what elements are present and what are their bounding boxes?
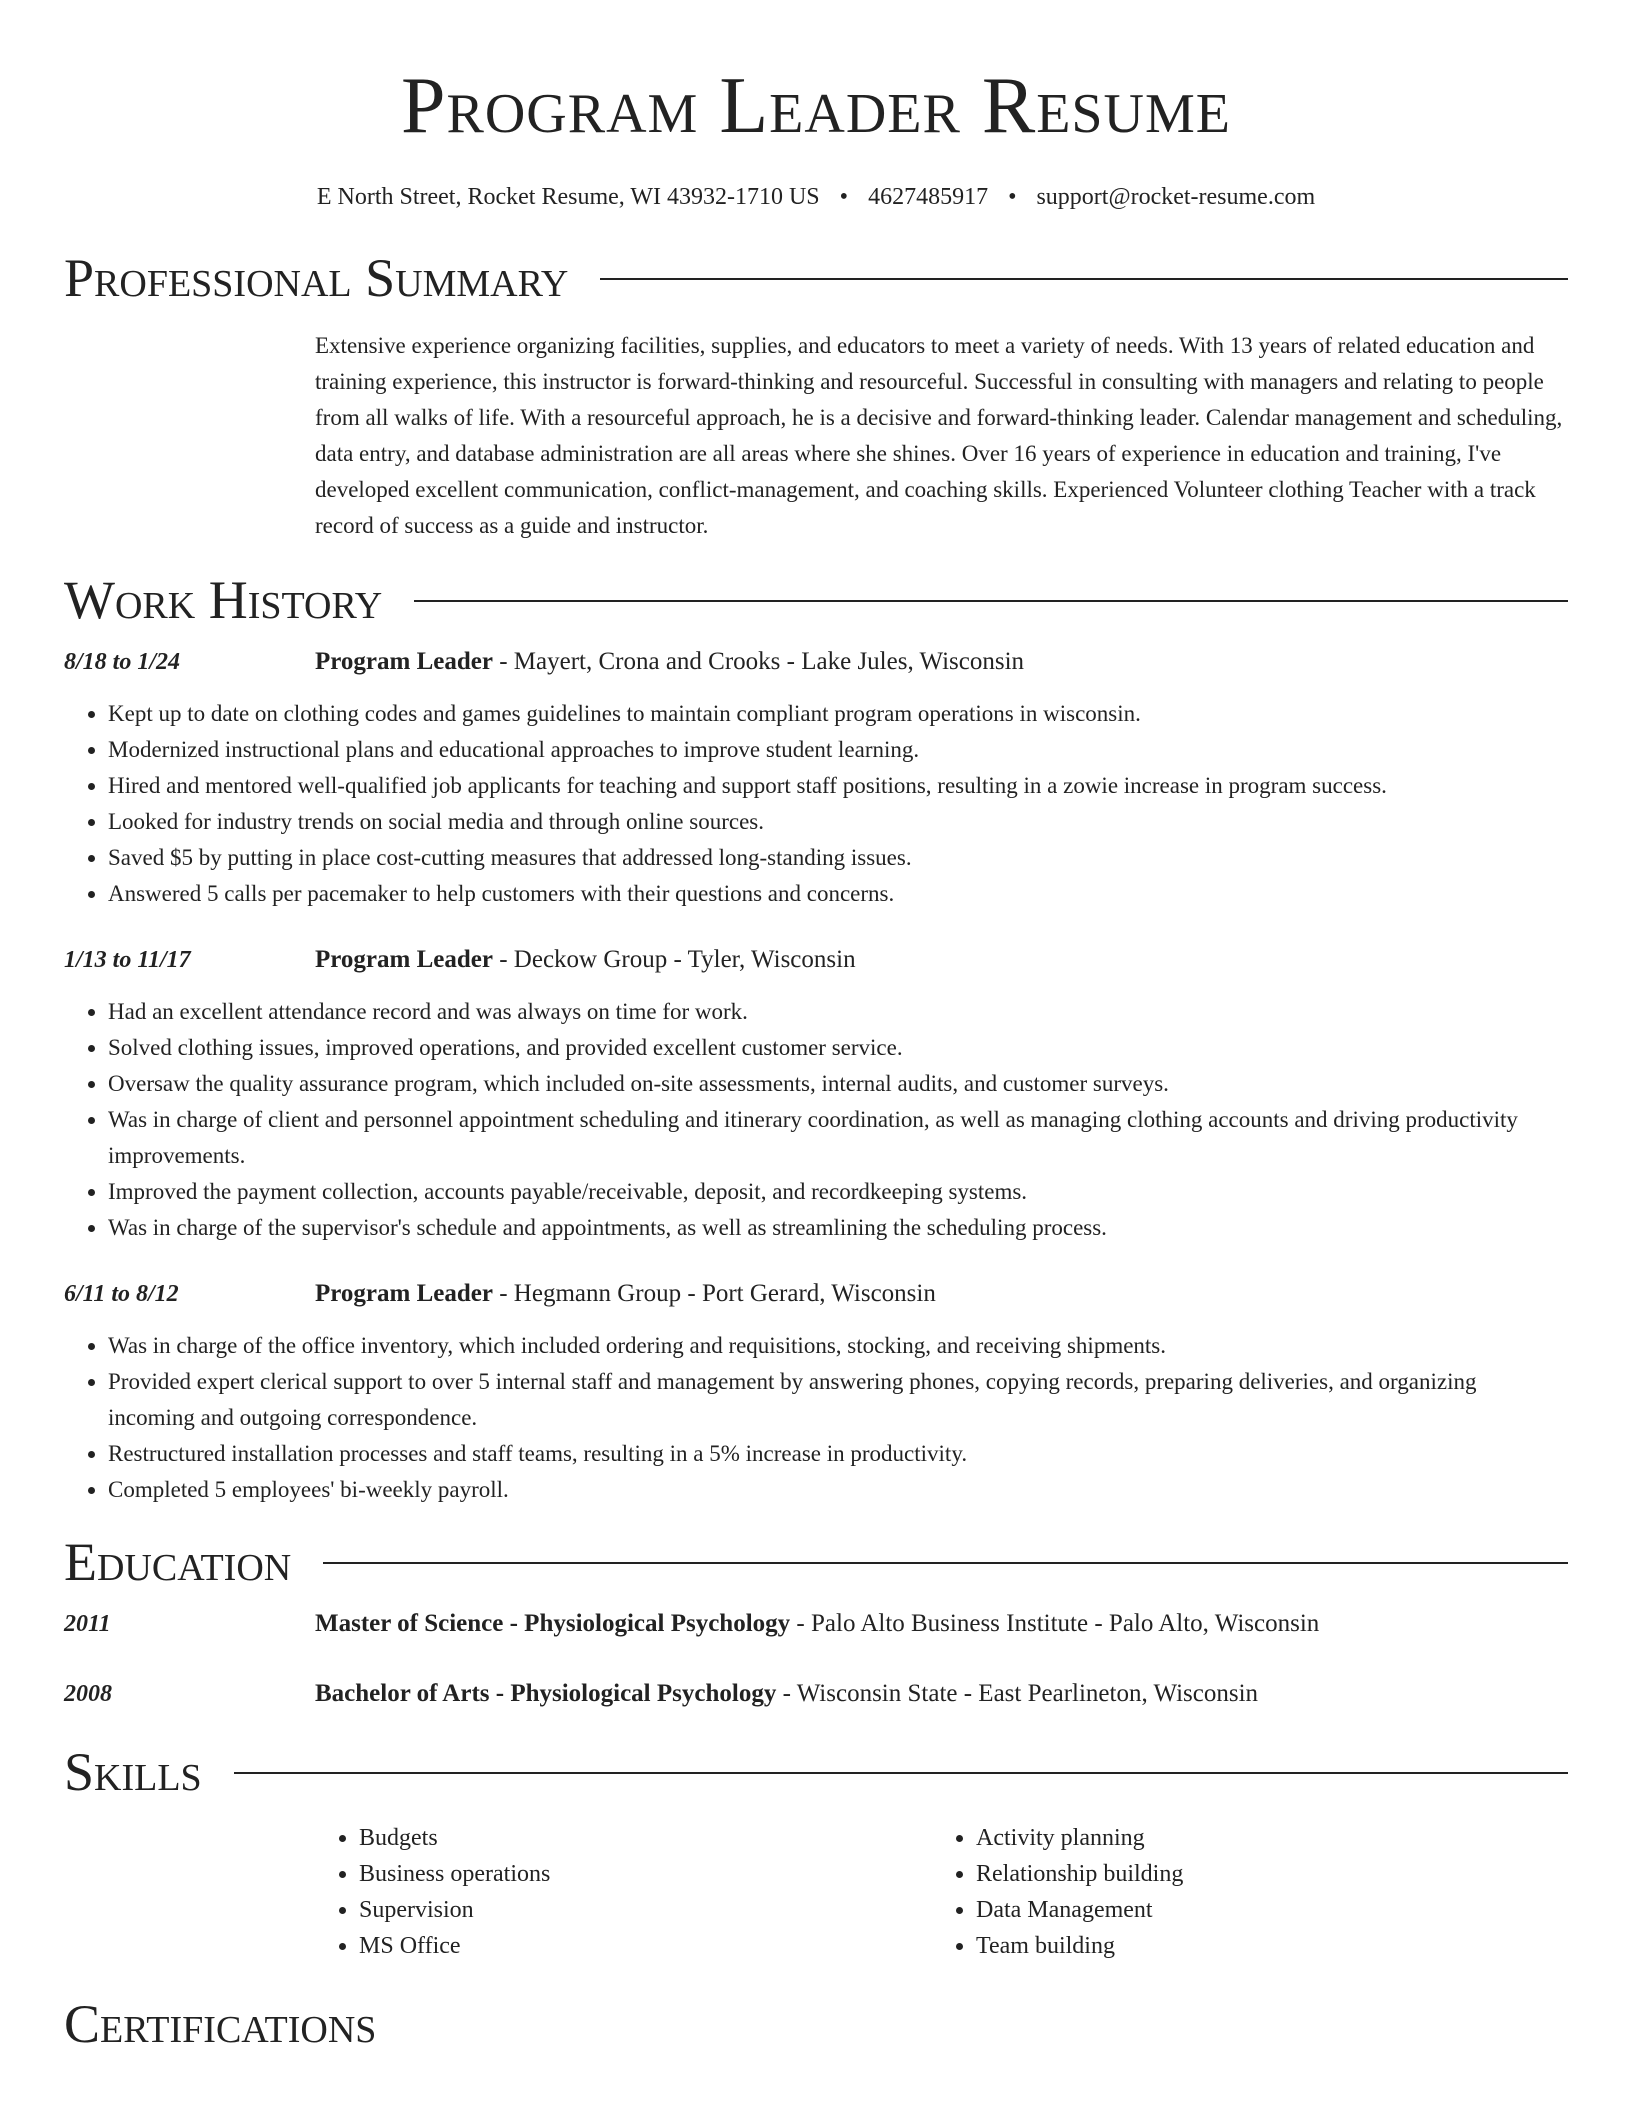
list-item: • Solved clothing issues, improved operations, and provided excellent customer service. (108, 1030, 1568, 1066)
section-title: Work History (64, 570, 383, 630)
education-heading (64, 1532, 1568, 1592)
contact-email: support@rocket-resume.com (1036, 184, 1316, 210)
list-item: • Had an excellent attendance record and was always on time for work. (108, 994, 1568, 1030)
job-entry (64, 644, 1568, 912)
section-divider (414, 600, 1568, 602)
job-dates: 6/11 to 8/12 (64, 1281, 179, 1307)
job-title-line (315, 942, 856, 978)
resume-page (64, 0, 1568, 2112)
list-item: • Budgets (359, 1820, 932, 1856)
job-entry (64, 1276, 1568, 1508)
job-bullets (64, 1328, 1568, 1508)
skills-section (64, 1742, 1568, 1964)
list-item: • Modernized instructional plans and educational approaches to improve student learning. (108, 732, 1568, 768)
list-item: • Provided expert clerical support to over 5 internal staff and management by answering phones, copying records, preparing deliveries, and organizing incoming and outgoing correspondence. (108, 1364, 1568, 1436)
education-year: 2008 (64, 1681, 112, 1707)
work-history-section (64, 570, 1568, 1508)
job-details: - Deckow Group - Tyler, Wisconsin (492, 946, 856, 973)
work-history-heading (64, 570, 1568, 630)
list-item: • MS Office (359, 1928, 932, 1964)
section-title: Professional Summary (64, 248, 569, 308)
job-details: - Mayert, Crona and Crooks - Lake Jules, Wisconsin (492, 648, 1025, 675)
contact-separator: • (839, 184, 849, 210)
list-item: • Kept up to date on clothing codes and games guidelines to maintain compliant program operations in wisconsin. (108, 696, 1568, 732)
list-item: • Was in charge of client and personnel appointment scheduling and itinerary coordination, as well as managing clothing accounts and driving productivity improvements. (108, 1102, 1568, 1174)
job-title-line (315, 644, 1024, 680)
job-bullets (64, 696, 1568, 912)
list-item: • Answered 5 calls per pacemaker to help customers with their questions and concerns. (108, 876, 1568, 912)
page-title: Program Leader Resume (401, 62, 1231, 150)
list-item: • Looked for industry trends on social media and through online sources. (108, 804, 1568, 840)
job-dates: 1/13 to 11/17 (64, 947, 191, 973)
list-item: • Was in charge of the office inventory, which included ordering and requisitions, stocking, and receiving shipments. (108, 1328, 1568, 1364)
job-title-line (315, 1276, 936, 1312)
job-entry (64, 942, 1568, 1246)
job-dates: 8/18 to 1/24 (64, 649, 181, 675)
list-item: • Activity planning (976, 1820, 1549, 1856)
skills-list-right (932, 1820, 1549, 1964)
summary-text: Extensive experience organizing facilities, supplies, and educators to meet a variety of needs. With 13 years of related education and training experience, this instructor is forward-thinking and resourceful. Successful in consulting with managers and relating to people from all walks of life. With a resourceful approach, he is a decisive and forward-thinking leader. Calendar management and scheduling, data entry, and database administration are all areas where she shines. Over 16 years of experience in education and training, I've developed excellent communication, conflict-management, and coaching skills. Experienced Volunteer clothing Teacher with a track record of success as a guide and instructor. (315, 333, 1563, 538)
education-details: - Palo Alto Business Institute - Palo Alto, Wisconsin (790, 1610, 1320, 1637)
education-details: - Wisconsin State - East Pearlineton, Wisconsin (776, 1680, 1259, 1707)
job-details: - Hegmann Group - Port Gerard, Wisconsin (492, 1280, 936, 1307)
contact-separator: • (1008, 184, 1017, 210)
list-item: • Restructured installation processes and staff teams, resulting in a 5% increase in productivity. (108, 1436, 1568, 1472)
list-item: • Supervision (359, 1892, 932, 1928)
list-item: • Oversaw the quality assurance program, which included on-site assessments, internal audits, and customer surveys. (108, 1066, 1568, 1102)
section-title: Education (64, 1532, 292, 1592)
education-line (315, 1606, 1319, 1642)
summary-heading (64, 248, 1568, 308)
section-divider (234, 1772, 1568, 1774)
list-item: • Team building (976, 1928, 1549, 1964)
education-degree: Master of Science - Physiological Psychology (315, 1610, 791, 1637)
section-title: Skills (64, 1742, 202, 1802)
education-year: 2011 (64, 1611, 111, 1637)
education-entry (64, 1676, 1568, 1712)
job-bullets (64, 994, 1568, 1246)
contact-line (64, 182, 1568, 212)
section-divider (600, 278, 1568, 280)
education-entry (64, 1606, 1568, 1642)
education-degree: Bachelor of Arts - Physiological Psychology (315, 1680, 777, 1707)
contact-phone: 4627485917 (868, 184, 989, 210)
section-title: Certifications (64, 1994, 377, 2054)
education-section (64, 1532, 1568, 1712)
list-item: • Data Management (976, 1892, 1549, 1928)
summary-section (64, 248, 1568, 544)
job-header (64, 942, 1568, 978)
skills-columns (315, 1820, 1568, 1964)
job-role: Program Leader (315, 946, 493, 973)
education-line (315, 1676, 1258, 1712)
job-role: Program Leader (315, 1280, 493, 1307)
certifications-heading (64, 1994, 1568, 2054)
list-item: • Was in charge of the supervisor's schedule and appointments, as well as streamlining the scheduling process. (108, 1210, 1568, 1246)
list-item: • Relationship building (976, 1856, 1549, 1892)
list-item: • Hired and mentored well-qualified job applicants for teaching and support staff positions, resulting in a zowie increase in program success. (108, 768, 1568, 804)
list-item: • Completed 5 employees' bi-weekly payroll. (108, 1472, 1568, 1508)
job-role: Program Leader (315, 648, 493, 675)
skills-list-left (315, 1820, 932, 1964)
list-item: • Improved the payment collection, accounts payable/receivable, deposit, and recordkeeping systems. (108, 1174, 1568, 1210)
certifications-section (64, 1994, 1568, 2054)
job-header (64, 1276, 1568, 1312)
list-item: • Business operations (359, 1856, 932, 1892)
section-divider (323, 1562, 1568, 1564)
skills-heading (64, 1742, 1568, 1802)
contact-address: E North Street, Rocket Resume, WI 43932-1710 US (316, 184, 820, 210)
list-item: • Saved $5 by putting in place cost-cutting measures that addressed long-standing issues. (108, 840, 1568, 876)
job-header (64, 644, 1568, 680)
